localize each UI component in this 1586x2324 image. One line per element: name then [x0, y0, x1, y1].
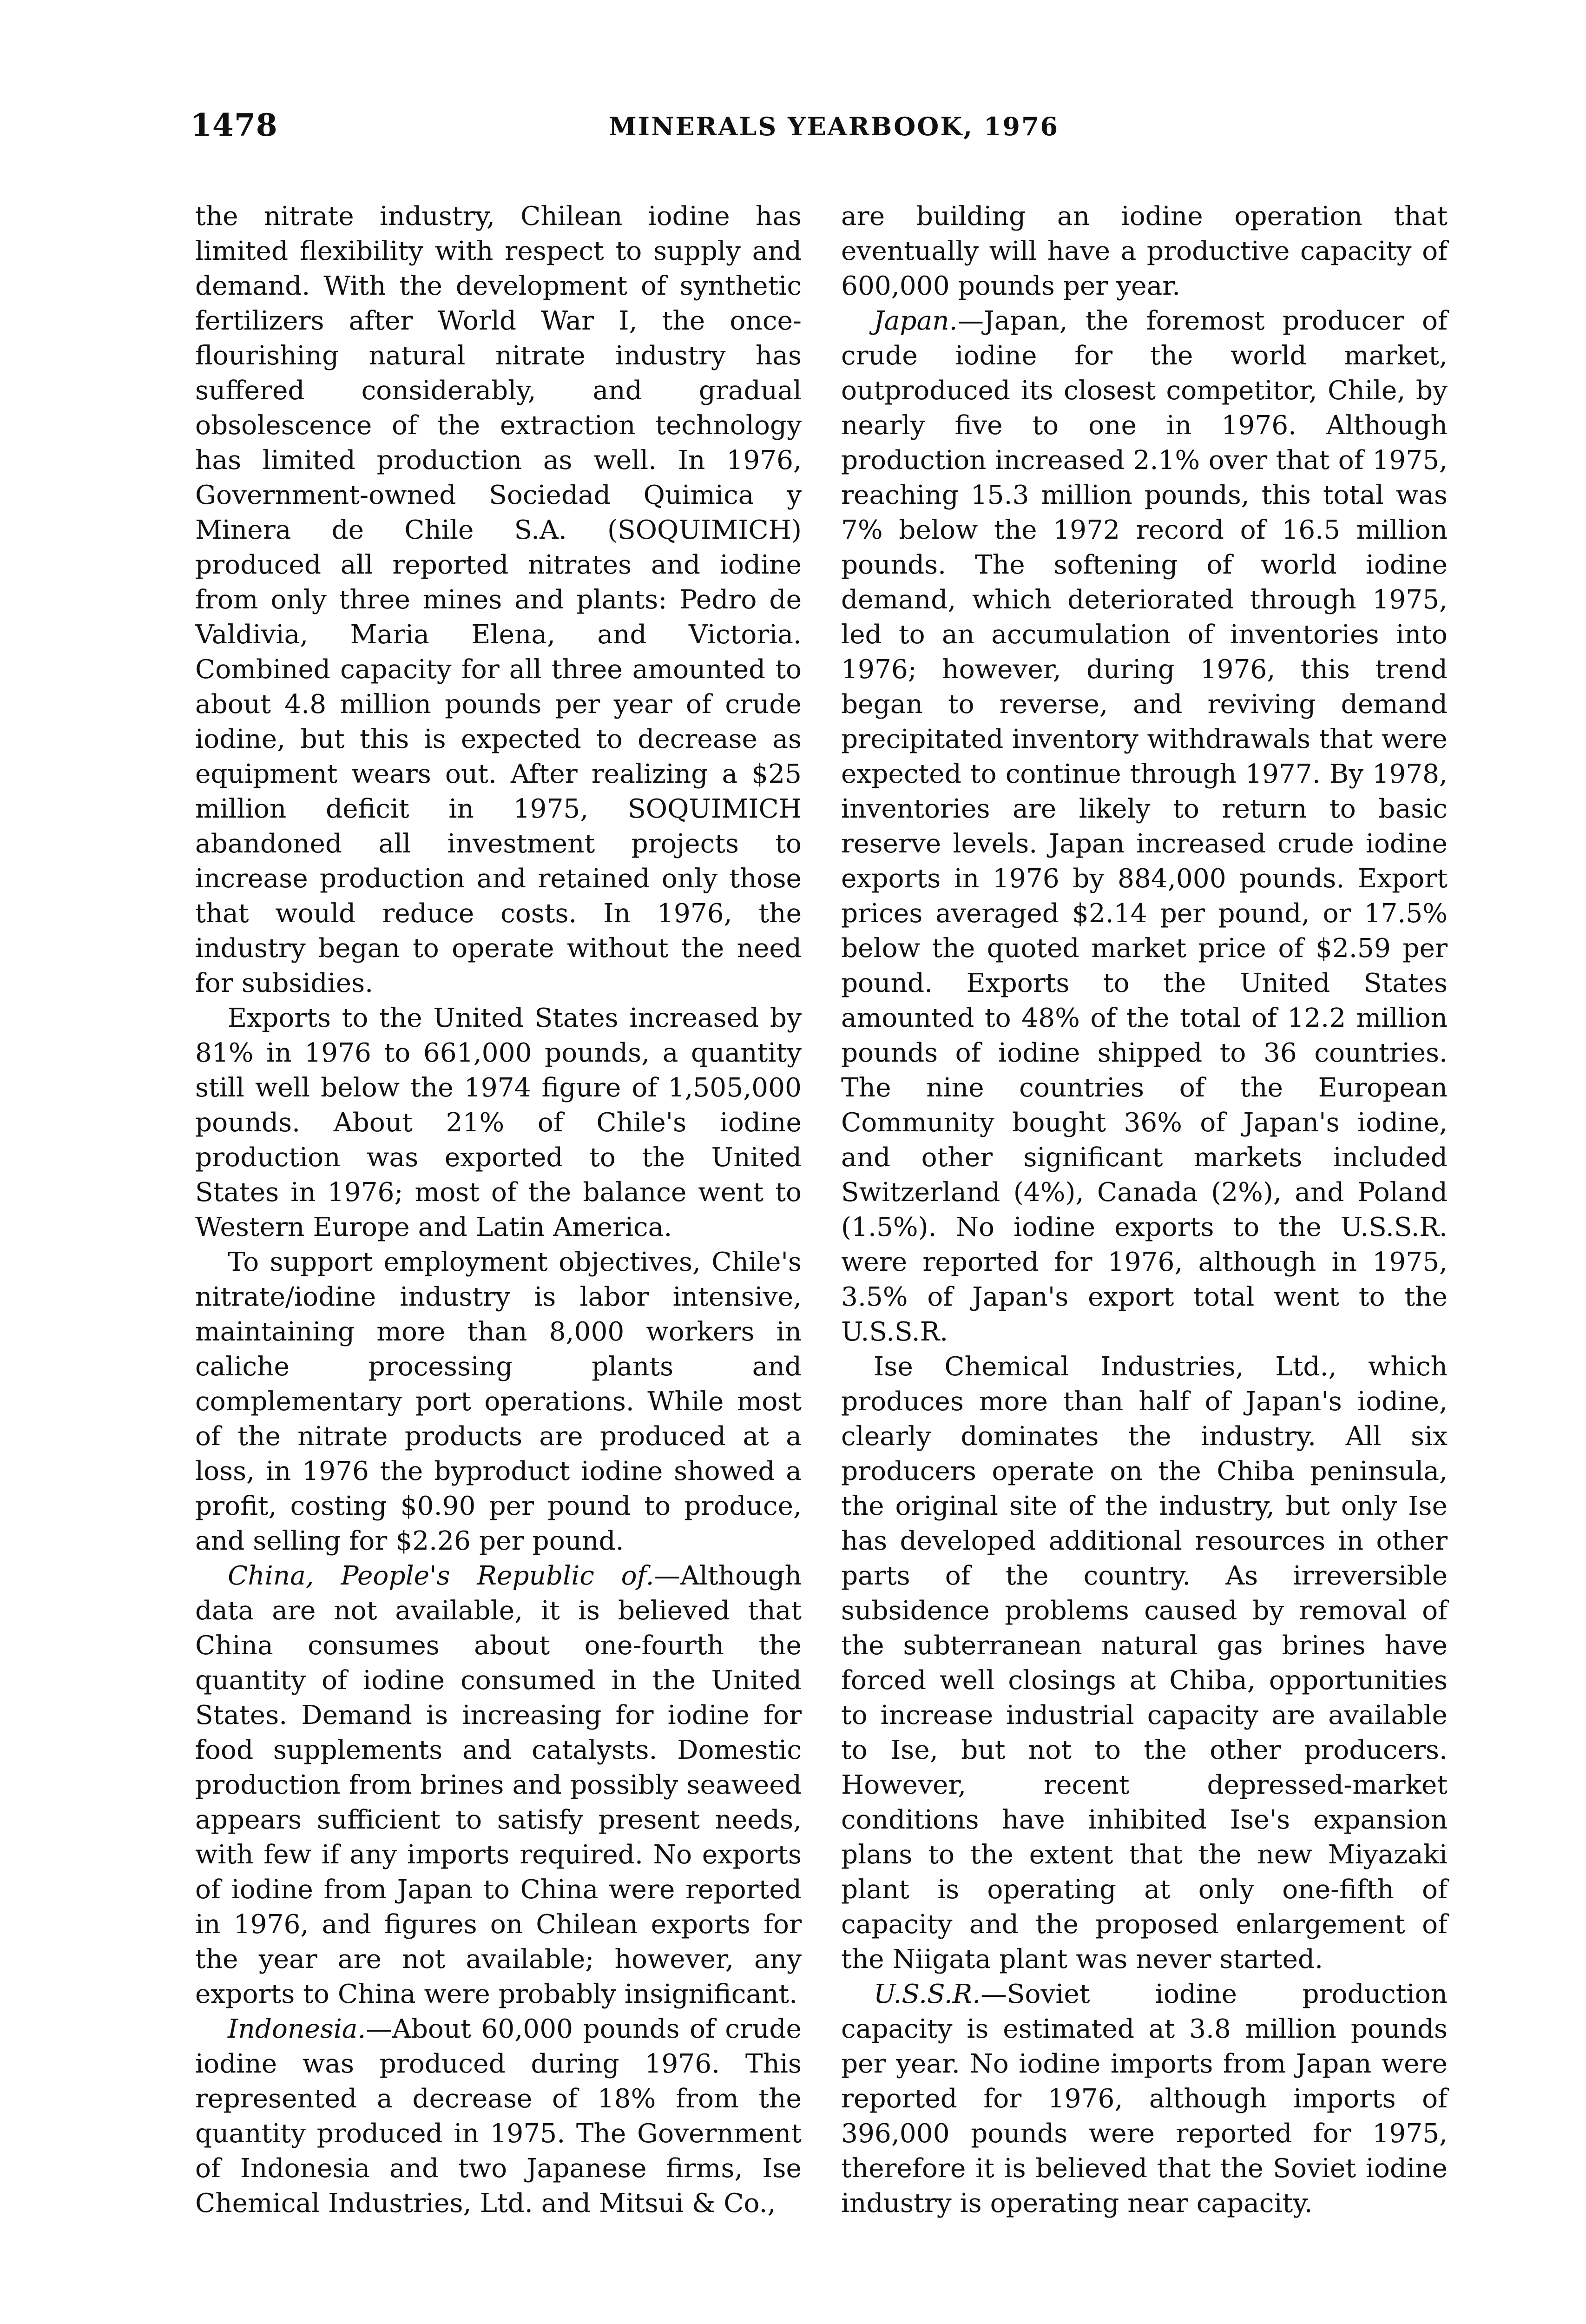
paragraph-indonesia-text: —About 60,000 pounds of crude iodine was produced during 1976. This represented a decrease of 18% from the quantity produced in 1975. The Government of Indonesia and two Japanese firms, Ise Chemical Industries, Ltd. and Mitsui & Co., [195, 2014, 802, 2218]
country-heading-japan: Japan. [874, 306, 958, 336]
paragraph-chile-employment: To support employment objectives, Chile's nitrate/iodine industry is labor intensive, maintaining more than 8,000 workers in caliche processing plants and complementary port operations. While most of the nitrate products are produced at a loss, in 1976 the byproduct iodine showed a profit, costing $0.90 per pound to produce, and selling for $2.26 per pound. [195, 1247, 802, 1556]
page-header [191, 107, 1408, 163]
paragraph-indonesia-continued: are building an iodine operation that eventually will have a productive capacity of 600,000 pounds per year. [841, 201, 1448, 301]
country-heading-indonesia: Indonesia. [228, 2014, 366, 2044]
paragraph-ise-chemical: Ise Chemical Industries, Ltd., which produces more than half of Japan's iodine, clearly dominates the industry. All six producers operate on the Chiba peninsula, the original site of the industry, but only Ise has developed additional resources in other parts of the country. As irreversible subsidence problems caused by removal of the subterranean natural gas brines have forced well closings at Chiba, opportunities to increase industrial capacity are available to Ise, but not to the other producers. However, recent depressed-market conditions have inhibited Ise's expansion plans to the extent that the new Miyazaki plant is operating at only one-fifth of capacity and the proposed enlargement of the Niigata plant was never started. [841, 1352, 1448, 1974]
left-column [195, 199, 802, 2221]
paragraph-ussr [841, 1977, 1448, 2221]
paragraph-japan [841, 304, 1448, 1349]
country-heading-china: China, People's Republic of. [228, 1561, 654, 1591]
running-title: MINERALS YEARBOOK, 1976 [609, 112, 1060, 141]
paragraph-indonesia [195, 2012, 802, 2221]
paragraph-china-text: —Although data are not available, it is believed that China consumes about one-fourth the quantity of iodine consumed in the United States. Demand is increasing for iodine for food supplements and catalysts. Domestic production from brines and possibly seaweed appears sufficient to satisfy present needs, with few if any imports required. No exports of iodine from Japan to China were reported in 1976, and figures on Chilean exports for the year are not available; however, any exports to China were probably insignificant. [195, 1561, 802, 2009]
paragraph-ussr-text: —Soviet iodine production capacity is estimated at 3.8 million pounds per year. No iodine imports from Japan were reported for 1976, although imports of 396,000 pounds were reported for 1975, therefore it is believed that the Soviet iodine industry is operating near capacity. [841, 1979, 1448, 2218]
country-heading-ussr: U.S.S.R. [874, 1979, 981, 2009]
paragraph-chile-industry: the nitrate industry, Chilean iodine has limited flexibility with respect to supply and demand. With the development of synthetic fertilizers after World War I, the once-flourishing natural nitrate industry has suffered considerably, and gradual obsolescence of the extraction technology has limited production as well. In 1976, Government-owned Sociedad Quimica y Minera de Chile S.A. (SOQUIMICH) produced all reported nitrates and iodine from only three mines and plants: Pedro de Valdivia, Maria Elena, and Victoria. Combined capacity for all three amounted to about 4.8 million pounds per year of crude iodine, but this is expected to decrease as equipment wears out. After realizing a $25 million deficit in 1975, SOQUIMICH abandoned all investment projects to increase production and retained only those that would reduce costs. In 1976, the industry began to operate without the need for subsidies. [195, 201, 802, 998]
paragraph-chile-exports: Exports to the United States increased by 81% in 1976 to 661,000 pounds, a quantity still well below the 1974 figure of 1,505,000 pounds. About 21% of Chile's iodine production was exported to the United States in 1976; most of the balance went to Western Europe and Latin America. [195, 1003, 802, 1242]
paragraph-japan-text: —Japan, the foremost producer of crude iodine for the world market, outproduced its closest competitor, Chile, by nearly five to one in 1976. Although production increased 2.1% over that of 1975, reaching 15.3 million pounds, this total was 7% below the 1972 record of 16.5 million pounds. The softening of world iodine demand, which deteriorated through 1975, led to an accumulation of inventories into 1976; however, during 1976, this trend began to reverse, and reviving demand precipitated inventory withdrawals that were expected to continue through 1977. By 1978, inventories are likely to return to basic reserve levels. Japan increased crude iodine exports in 1976 by 884,000 pounds. Export prices averaged $2.14 per pound, or 17.5% below the quoted market price of $2.59 per pound. Exports to the United States amounted to 48% of the total of 12.2 million pounds of iodine shipped to 36 countries. The nine countries of the European Community bought 36% of Japan's iodine, and other significant markets included Switzerland (4%), Canada (2%), and Poland (1.5%). No iodine exports to the U.S.S.R. were reported for 1976, although in 1975, 3.5% of Japan's export total went to the U.S.S.R. [841, 306, 1448, 1347]
right-column [841, 199, 1448, 2221]
page-number: 1478 [191, 107, 278, 143]
paragraph-china [195, 1558, 802, 2012]
